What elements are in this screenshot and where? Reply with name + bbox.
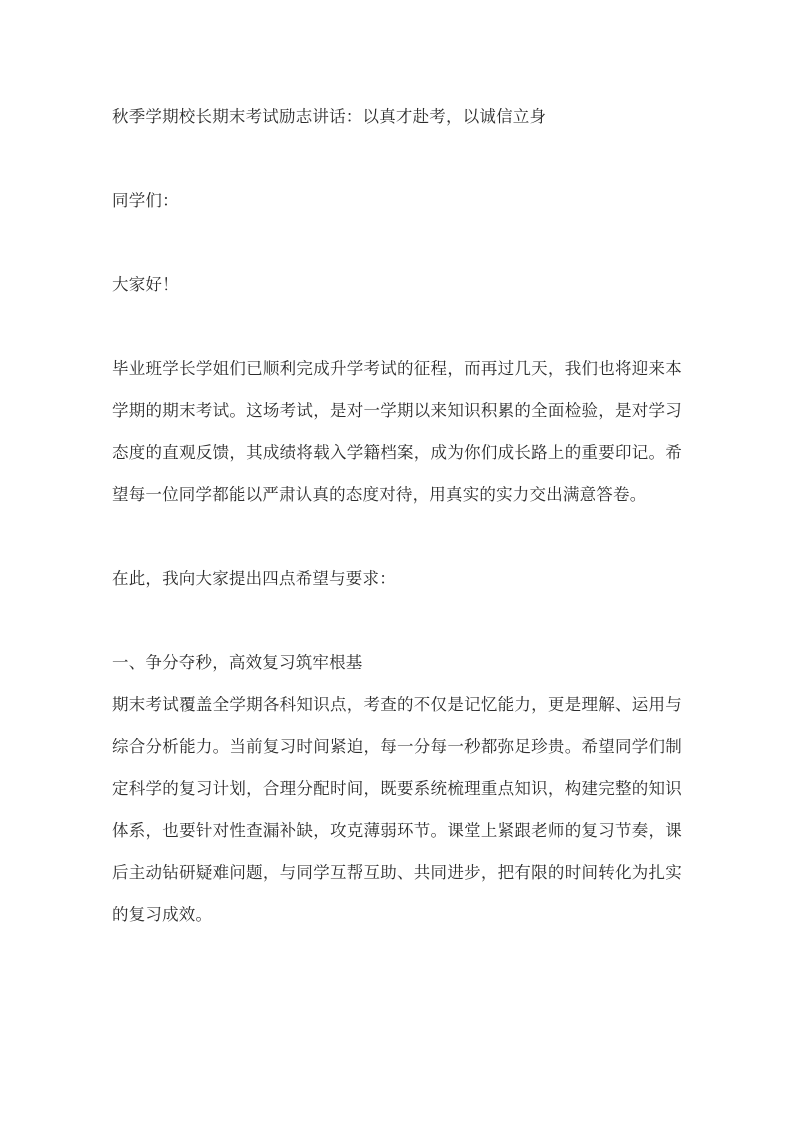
document-body (112, 96, 682, 936)
salutation: 同学们： (112, 191, 179, 210)
spacer (112, 306, 682, 348)
document-title: 秋季学期校长期末考试励志讲话：以真才赴考，以诚信立身 (112, 107, 547, 126)
spacer (112, 600, 682, 642)
spacer (112, 138, 682, 180)
section-body-1: 期末考试覆盖全学期各科知识点，考查的不仅是记忆能力，更是理解、运用与综合分析能力。当前复习时间紧迫，每一分每一秒都弥足珍贵。希望同学们制定科学的复习计划，合理分配时间，既要系统梳理重点知识，构建完整的知识体系，也要针对性查漏补缺，攻克薄弱环节。课堂上紧跟老师的复习节奏，课后主动钻研疑难问题，与同学互帮互助、共同进步，把有限的时间转化为扎实的复习成效。 (112, 695, 682, 924)
spacer (112, 516, 682, 558)
opening-paragraph: 毕业班学长学姐们已顺利完成升学考试的征程，而再过几天，我们也将迎来本学期的期末考试。这场考试，是对一学期以来知识积累的全面检验，是对学习态度的直观反馈，其成绩将载入学籍档案，成为你们成长路上的重要印记。希望每一位同学都能以严肃认真的态度对待，用真实的实力交出满意答卷。 (112, 359, 682, 504)
lead-in-line: 在此，我向大家提出四点希望与要求： (112, 569, 396, 588)
greeting: 大家好！ (112, 275, 179, 294)
spacer (112, 222, 682, 264)
section-heading-1: 一、争分夺秒，高效复习筑牢根基 (112, 653, 363, 672)
